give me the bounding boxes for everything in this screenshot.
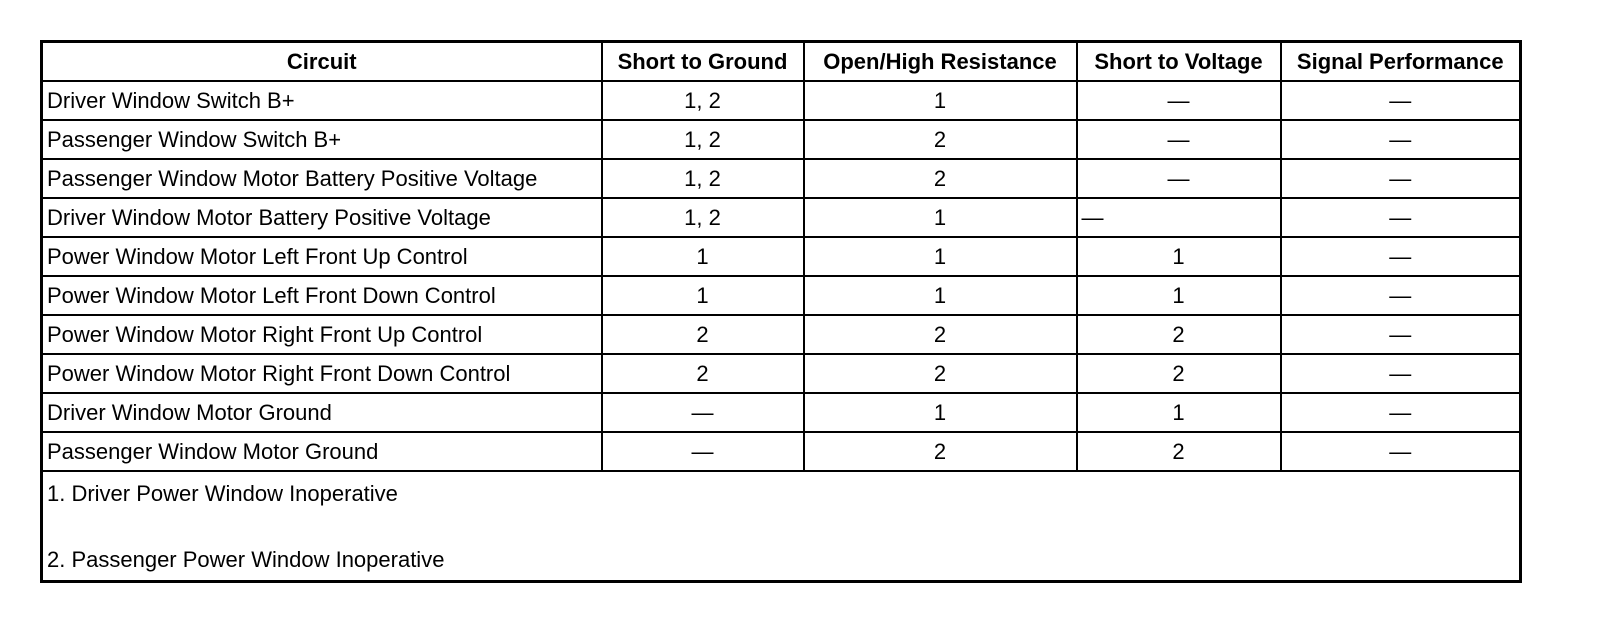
note-driver: 1. Driver Power Window Inoperative xyxy=(47,481,398,506)
table-row xyxy=(42,120,1521,159)
signal-performance-cell: — xyxy=(1281,315,1521,354)
signal-performance-cell: — xyxy=(1281,120,1521,159)
open-high-resistance-cell: 1 xyxy=(804,393,1077,432)
circuit-cell: Passenger Window Motor Battery Positive Voltage xyxy=(42,159,602,198)
short-to-voltage-cell: 1 xyxy=(1077,276,1281,315)
signal-performance-cell: — xyxy=(1281,198,1521,237)
open-high-resistance-cell: 2 xyxy=(804,315,1077,354)
table-row xyxy=(42,159,1521,198)
table-header-row xyxy=(42,42,1521,82)
signal-performance-cell: — xyxy=(1281,276,1521,315)
short-to-ground-cell: — xyxy=(602,393,804,432)
circuit-cell: Driver Window Switch B+ xyxy=(42,81,602,120)
header-circuit: Circuit xyxy=(42,42,602,82)
header-signal-performance: Signal Performance xyxy=(1281,42,1521,82)
circuit-diagnostic-table xyxy=(40,40,1522,583)
circuit-cell: Power Window Motor Right Front Up Control xyxy=(42,315,602,354)
circuit-cell: Passenger Window Switch B+ xyxy=(42,120,602,159)
circuit-cell: Power Window Motor Left Front Up Control xyxy=(42,237,602,276)
table-notes-row xyxy=(42,471,1521,582)
header-short-to-ground: Short to Ground xyxy=(602,42,804,82)
circuit-cell: Power Window Motor Left Front Down Control xyxy=(42,276,602,315)
signal-performance-cell: — xyxy=(1281,432,1521,471)
table-notes xyxy=(42,471,1521,582)
signal-performance-cell: — xyxy=(1281,81,1521,120)
open-high-resistance-cell: 1 xyxy=(804,276,1077,315)
open-high-resistance-cell: 2 xyxy=(804,432,1077,471)
short-to-ground-cell: 1, 2 xyxy=(602,81,804,120)
table-row xyxy=(42,354,1521,393)
short-to-voltage-cell: 1 xyxy=(1077,393,1281,432)
short-to-voltage-cell: — xyxy=(1077,120,1281,159)
short-to-voltage-cell: 1 xyxy=(1077,237,1281,276)
open-high-resistance-cell: 1 xyxy=(804,237,1077,276)
table-row xyxy=(42,198,1521,237)
signal-performance-cell: — xyxy=(1281,393,1521,432)
open-high-resistance-cell: 2 xyxy=(804,159,1077,198)
table-row xyxy=(42,432,1521,471)
short-to-ground-cell: 1 xyxy=(602,237,804,276)
table-row xyxy=(42,276,1521,315)
signal-performance-cell: — xyxy=(1281,354,1521,393)
short-to-voltage-cell: 2 xyxy=(1077,432,1281,471)
circuit-cell: Power Window Motor Right Front Down Control xyxy=(42,354,602,393)
short-to-ground-cell: 1, 2 xyxy=(602,120,804,159)
short-to-voltage-cell: — xyxy=(1077,159,1281,198)
circuit-cell: Passenger Window Motor Ground xyxy=(42,432,602,471)
table-row xyxy=(42,393,1521,432)
short-to-voltage-cell: — xyxy=(1077,81,1281,120)
table-row xyxy=(42,315,1521,354)
header-short-to-voltage: Short to Voltage xyxy=(1077,42,1281,82)
short-to-ground-cell: 1, 2 xyxy=(602,159,804,198)
circuit-cell: Driver Window Motor Ground xyxy=(42,393,602,432)
table-row xyxy=(42,237,1521,276)
short-to-voltage-cell: 2 xyxy=(1077,315,1281,354)
table-row xyxy=(42,81,1521,120)
short-to-voltage-cell: 2 xyxy=(1077,354,1281,393)
note-passenger: 2. Passenger Power Window Inoperative xyxy=(47,547,445,572)
header-open-high-resistance: Open/High Resistance xyxy=(804,42,1077,82)
circuit-cell: Driver Window Motor Battery Positive Voltage xyxy=(42,198,602,237)
short-to-ground-cell: 1, 2 xyxy=(602,198,804,237)
short-to-voltage-cell: — xyxy=(1077,198,1281,237)
short-to-ground-cell: 2 xyxy=(602,354,804,393)
open-high-resistance-cell: 1 xyxy=(804,198,1077,237)
short-to-ground-cell: — xyxy=(602,432,804,471)
open-high-resistance-cell: 2 xyxy=(804,120,1077,159)
signal-performance-cell: — xyxy=(1281,237,1521,276)
signal-performance-cell: — xyxy=(1281,159,1521,198)
short-to-ground-cell: 2 xyxy=(602,315,804,354)
short-to-ground-cell: 1 xyxy=(602,276,804,315)
open-high-resistance-cell: 1 xyxy=(804,81,1077,120)
open-high-resistance-cell: 2 xyxy=(804,354,1077,393)
